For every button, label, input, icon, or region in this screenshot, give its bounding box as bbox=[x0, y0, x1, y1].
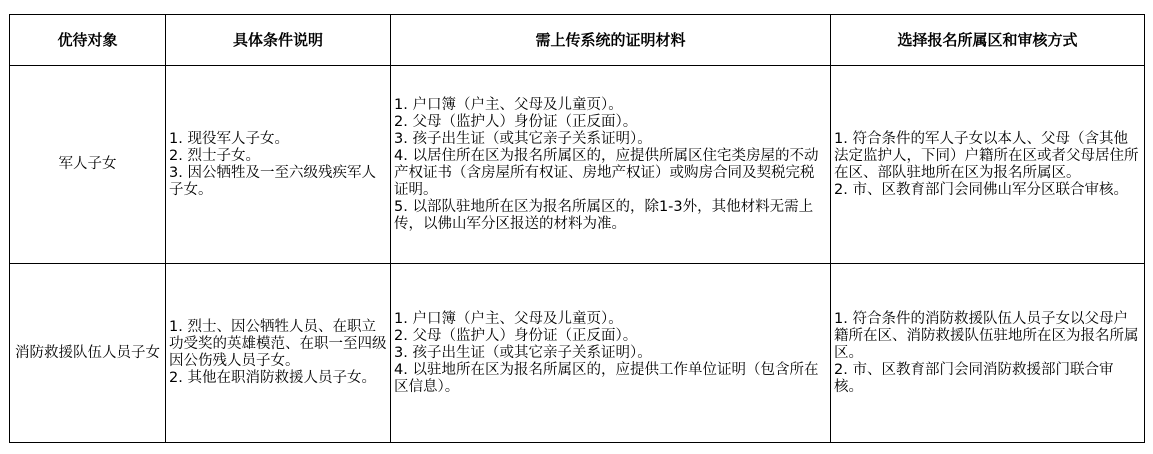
review-cell bbox=[831, 66, 1145, 264]
target-cell: 军人子女 bbox=[10, 66, 166, 264]
condition-item: 1. 烈士、因公牺牲人员、在职立功受奖的英雄模范、在职一至四级因公伤残人员子女。 bbox=[169, 319, 387, 369]
table-row bbox=[10, 264, 1145, 443]
material-item: 4. 以驻地所在区为报名所属区的，应提供工作单位证明（包含所在区信息）。 bbox=[394, 361, 819, 395]
materials-cell bbox=[391, 66, 831, 264]
materials-cell bbox=[391, 264, 831, 443]
conditions-cell bbox=[166, 264, 391, 443]
review-item: 1. 符合条件的军人子女以本人、父母（含其他法定监护人，下同）户籍所在区或者父母居住所在区、部队驻地所在区为报名所属区。 bbox=[834, 130, 1139, 181]
material-item: 1. 户口簿（户主、父母及儿童页）。 bbox=[394, 310, 623, 327]
condition-item: 1. 现役军人子女。 bbox=[169, 130, 289, 147]
header-conditions: 具体条件说明 bbox=[166, 15, 391, 66]
material-item: 3. 孩子出生证（或其它亲子关系证明）。 bbox=[394, 344, 652, 361]
review-cell bbox=[831, 264, 1145, 443]
material-item: 1. 户口簿（户主、父母及儿童页）。 bbox=[394, 96, 623, 113]
review-item: 1. 符合条件的消防救援队伍人员子女以父母户籍所在区、消防救援队伍驻地所在区为报名所属区。 bbox=[834, 310, 1139, 361]
table-row bbox=[10, 66, 1145, 264]
target-cell: 消防救援队伍人员子女 bbox=[10, 264, 166, 443]
material-item: 3. 孩子出生证（或其它亲子关系证明）。 bbox=[394, 130, 652, 147]
condition-item: 3. 因公牺牲及一至六级残疾军人子女。 bbox=[169, 164, 376, 198]
material-item: 5. 以部队驻地所在区为报名所属区的，除1-3外，其他材料无需上传，以佛山军分区报送的材料为准。 bbox=[394, 198, 814, 232]
material-item: 2. 父母（监护人）身份证（正反面）。 bbox=[394, 113, 638, 130]
condition-item: 2. 烈士子女。 bbox=[169, 147, 260, 164]
material-item: 4. 以居住所在区为报名所属区的，应提供所属区住宅类房屋的不动产权证书（含房屋所有权证、房地产权证）或购房合同及契税完税证明。 bbox=[394, 147, 819, 198]
condition-item: 2. 其他在职消防救援人员子女。 bbox=[169, 370, 376, 386]
header-materials: 需上传系统的证明材料 bbox=[391, 15, 831, 66]
review-item: 2. 市、区教育部门会同佛山军分区联合审核。 bbox=[834, 181, 1128, 198]
material-item: 2. 父母（监护人）身份证（正反面）。 bbox=[394, 327, 638, 344]
conditions-cell bbox=[166, 66, 391, 264]
preferential-policy-table bbox=[9, 14, 1145, 443]
review-item: 2. 市、区教育部门会同消防救援部门联合审核。 bbox=[834, 361, 1114, 395]
header-target: 优待对象 bbox=[10, 15, 166, 66]
table-header-row bbox=[10, 15, 1145, 66]
header-review: 选择报名所属区和审核方式 bbox=[831, 15, 1145, 66]
